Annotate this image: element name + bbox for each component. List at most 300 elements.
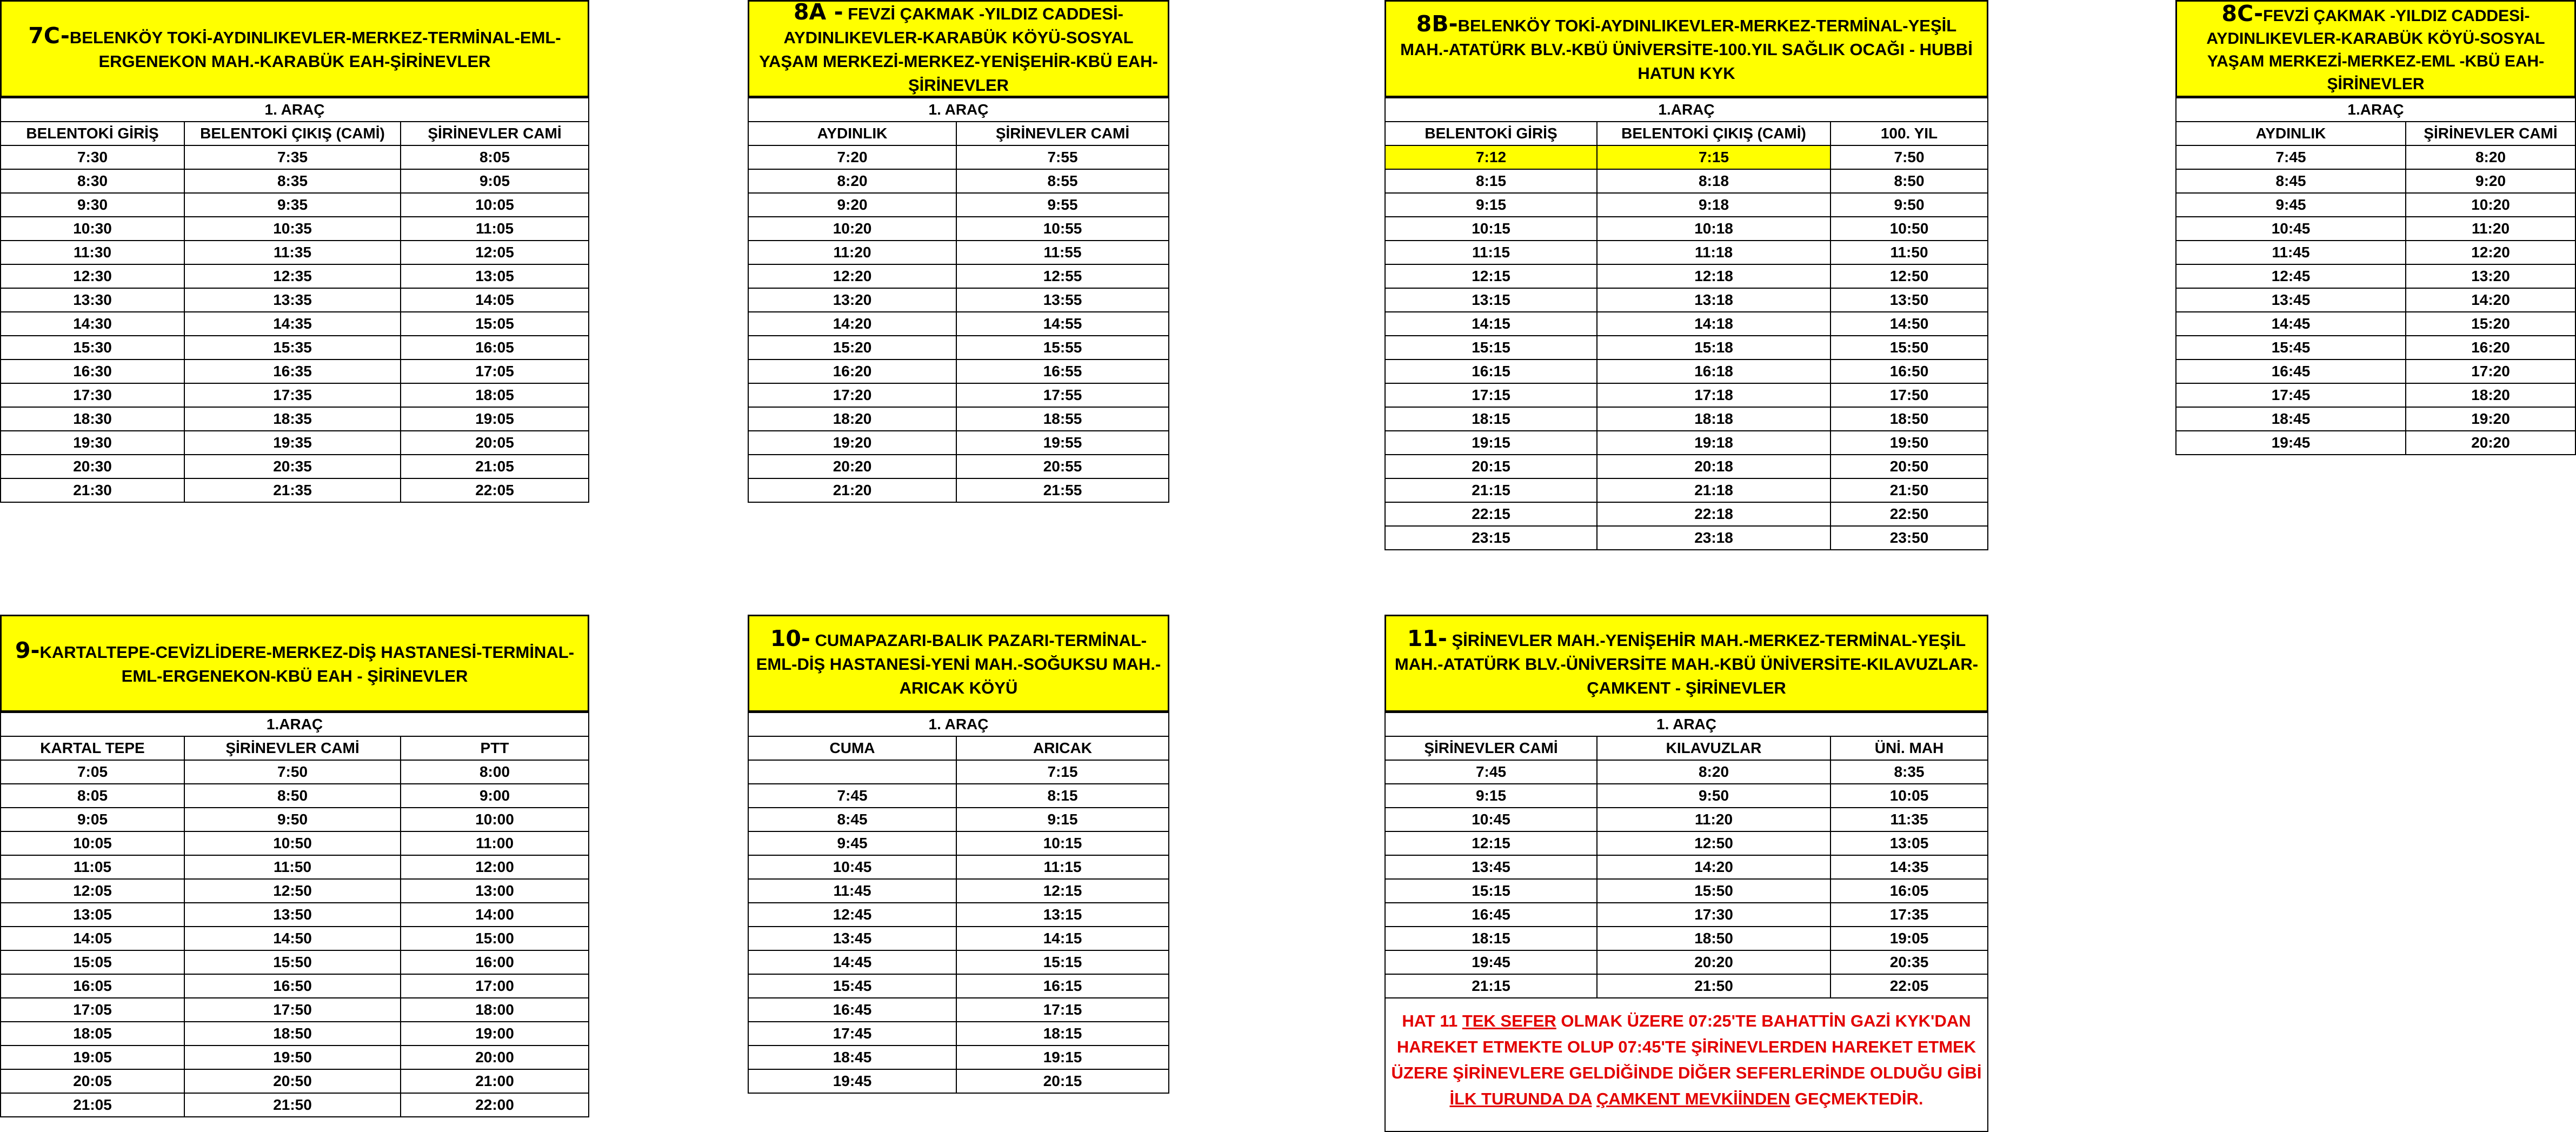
time-cell: 15:15 bbox=[1385, 879, 1597, 903]
time-cell: 19:20 bbox=[2406, 407, 2575, 431]
time-cell: 10:45 bbox=[748, 855, 956, 879]
table-row bbox=[2176, 193, 2575, 217]
vehicle-label: 1. ARAÇ bbox=[1385, 713, 1988, 736]
vehicle-label: 1. ARAÇ bbox=[748, 713, 1169, 736]
time-cell: 12:30 bbox=[1, 264, 184, 288]
time-cell: 18:15 bbox=[1385, 927, 1597, 950]
route-title bbox=[1384, 615, 1988, 712]
time-cell: 9:50 bbox=[1831, 193, 1988, 217]
time-cell: 13:45 bbox=[748, 927, 956, 950]
table-row bbox=[1385, 217, 1988, 241]
table-row bbox=[748, 1046, 1169, 1069]
time-cell: 16:50 bbox=[1831, 359, 1988, 383]
table-row bbox=[2176, 407, 2575, 431]
table-row bbox=[1, 950, 589, 974]
time-cell: 8:45 bbox=[748, 808, 956, 831]
time-cell: 16:00 bbox=[401, 950, 589, 974]
column-header: BELENTOKİ GİRİŞ bbox=[1385, 122, 1597, 145]
column-header: AYDINLIK bbox=[2176, 122, 2406, 145]
time-cell: 15:45 bbox=[2176, 336, 2406, 359]
table-row bbox=[1, 359, 589, 383]
table-row bbox=[1385, 169, 1988, 193]
time-cell: 17:35 bbox=[1831, 903, 1988, 927]
time-cell: 13:15 bbox=[956, 903, 1169, 927]
time-cell: 18:50 bbox=[184, 1022, 401, 1046]
time-cell: 18:05 bbox=[1, 1022, 184, 1046]
time-cell: 8:50 bbox=[184, 784, 401, 808]
time-cell: 16:55 bbox=[956, 359, 1169, 383]
header-row bbox=[1, 122, 589, 145]
column-header: 100. YIL bbox=[1831, 122, 1988, 145]
table-row bbox=[1, 831, 589, 855]
time-cell: 10:20 bbox=[748, 217, 956, 241]
time-cell: 20:20 bbox=[1597, 950, 1831, 974]
time-cell: 10:15 bbox=[1385, 217, 1597, 241]
time-cell: 7:45 bbox=[748, 784, 956, 808]
note-underlined: ÇAMKENT MEVKİİNDEN bbox=[1596, 1089, 1790, 1108]
route-title bbox=[0, 0, 589, 97]
time-cell: 19:45 bbox=[2176, 431, 2406, 455]
route-stops: KARTALTEPE-CEVİZLİDERE-MERKEZ-DİŞ HASTANESİ-TERMİNAL-EML-ERGENEKON-KBÜ EAH - ŞİRİNEVLER bbox=[39, 643, 575, 685]
time-cell: 17:20 bbox=[748, 383, 956, 407]
time-cell: 14:18 bbox=[1597, 312, 1831, 336]
table-row bbox=[748, 998, 1169, 1022]
time-cell: 21:20 bbox=[748, 478, 956, 502]
route-title bbox=[748, 615, 1169, 712]
table-row bbox=[1385, 478, 1988, 502]
table-row bbox=[1, 407, 589, 431]
schedule-8b bbox=[1384, 0, 1988, 550]
time-cell: 14:50 bbox=[184, 927, 401, 950]
time-cell: 11:35 bbox=[1831, 808, 1988, 831]
time-cell: 7:15 bbox=[956, 760, 1169, 784]
route-stops: FEVZİ ÇAKMAK -YILDIZ CADDESİ-AYDINLIKEVLER-KARABÜK KÖYÜ-SOSYAL YAŞAM MERKEZİ-MERKEZ-EML -KBÜ EAH-ŞİRİNEVLER bbox=[2206, 6, 2545, 93]
time-cell: 16:45 bbox=[748, 998, 956, 1022]
table-row bbox=[748, 241, 1169, 264]
time-cell: 7:45 bbox=[2176, 145, 2406, 169]
time-cell: 8:30 bbox=[1, 169, 184, 193]
time-cell: 18:50 bbox=[1831, 407, 1988, 431]
time-cell: 20:35 bbox=[184, 455, 401, 478]
time-cell: 22:15 bbox=[1385, 502, 1597, 526]
table-row bbox=[748, 831, 1169, 855]
time-cell: 20:15 bbox=[956, 1069, 1169, 1093]
time-cell: 13:30 bbox=[1, 288, 184, 312]
table-row bbox=[748, 145, 1169, 169]
time-cell: 19:20 bbox=[748, 431, 956, 455]
time-cell: 22:50 bbox=[1831, 502, 1988, 526]
table-row bbox=[748, 359, 1169, 383]
time-cell: 13:18 bbox=[1597, 288, 1831, 312]
time-cell: 14:35 bbox=[1831, 855, 1988, 879]
table-row bbox=[1, 784, 589, 808]
table-row bbox=[1385, 336, 1988, 359]
column-header: ŞİRİNEVLER CAMİ bbox=[956, 122, 1169, 145]
time-cell: 21:35 bbox=[184, 478, 401, 502]
time-cell: 17:30 bbox=[1, 383, 184, 407]
time-cell: 9:15 bbox=[1385, 193, 1597, 217]
time-cell: 11:55 bbox=[956, 241, 1169, 264]
time-cell: 7:35 bbox=[184, 145, 401, 169]
schedule-8c bbox=[2175, 0, 2576, 455]
time-cell: 11:20 bbox=[2406, 217, 2575, 241]
time-cell: 10:15 bbox=[956, 831, 1169, 855]
time-cell: 16:35 bbox=[184, 359, 401, 383]
time-cell: 9:18 bbox=[1597, 193, 1831, 217]
time-cell: 15:35 bbox=[184, 336, 401, 359]
column-header: ARICAK bbox=[956, 736, 1169, 760]
time-cell: 12:20 bbox=[2406, 241, 2575, 264]
time-cell: 15:18 bbox=[1597, 336, 1831, 359]
time-cell: 19:30 bbox=[1, 431, 184, 455]
time-cell: 18:05 bbox=[401, 383, 589, 407]
time-cell: 15:50 bbox=[184, 950, 401, 974]
route-stops: CUMAPAZARI-BALIK PAZARI-TERMİNAL-EML-DİŞ HASTANESİ-YENİ MAH.-SOĞUKSU MAH.-ARICAK KÖYÜ bbox=[756, 631, 1161, 697]
table-row bbox=[748, 1022, 1169, 1046]
time-cell: 11:45 bbox=[2176, 241, 2406, 264]
table-row bbox=[2176, 383, 2575, 407]
time-cell: 12:50 bbox=[1597, 831, 1831, 855]
table-row bbox=[748, 950, 1169, 974]
time-cell: 16:15 bbox=[1385, 359, 1597, 383]
time-cell: 14:20 bbox=[1597, 855, 1831, 879]
time-cell: 8:35 bbox=[1831, 760, 1988, 784]
time-cell: 13:15 bbox=[1385, 288, 1597, 312]
table-row bbox=[748, 288, 1169, 312]
vehicle-label: 1. ARAÇ bbox=[1, 98, 589, 122]
time-cell: 16:18 bbox=[1597, 359, 1831, 383]
table-row bbox=[1385, 808, 1988, 831]
time-cell: 9:15 bbox=[1385, 784, 1597, 808]
time-cell: 20:00 bbox=[401, 1046, 589, 1069]
time-cell: 14:35 bbox=[184, 312, 401, 336]
time-cell: 14:50 bbox=[1831, 312, 1988, 336]
time-cell: 19:05 bbox=[401, 407, 589, 431]
column-header: ŞİRİNEVLER CAMİ bbox=[1385, 736, 1597, 760]
time-cell: 14:45 bbox=[2176, 312, 2406, 336]
time-cell: 9:20 bbox=[2406, 169, 2575, 193]
time-cell: 16:05 bbox=[1, 974, 184, 998]
time-cell: 12:00 bbox=[401, 855, 589, 879]
column-header: AYDINLIK bbox=[748, 122, 956, 145]
route-code: 10- bbox=[770, 625, 810, 651]
time-cell: 11:15 bbox=[956, 855, 1169, 879]
time-cell: 11:20 bbox=[1597, 808, 1831, 831]
table-row bbox=[748, 217, 1169, 241]
column-header: ÜNİ. MAH bbox=[1831, 736, 1988, 760]
time-cell: 21:05 bbox=[1, 1093, 184, 1117]
route-code: 9- bbox=[15, 637, 40, 663]
table-row bbox=[748, 974, 1169, 998]
table-row bbox=[1385, 879, 1988, 903]
time-cell: 10:45 bbox=[2176, 217, 2406, 241]
time-cell: 12:20 bbox=[748, 264, 956, 288]
route-code: 8B- bbox=[1416, 11, 1458, 37]
time-cell: 13:05 bbox=[1831, 831, 1988, 855]
time-cell: 8:00 bbox=[401, 760, 589, 784]
time-cell: 9:15 bbox=[956, 808, 1169, 831]
time-cell: 12:45 bbox=[2176, 264, 2406, 288]
table-row bbox=[2176, 217, 2575, 241]
schedule-8a bbox=[748, 0, 1169, 503]
header-row bbox=[748, 122, 1169, 145]
time-cell: 8:15 bbox=[1385, 169, 1597, 193]
vehicle-row bbox=[1385, 98, 1988, 122]
time-cell: 15:50 bbox=[1597, 879, 1831, 903]
table-row bbox=[1, 855, 589, 879]
time-cell: 19:05 bbox=[1, 1046, 184, 1069]
time-cell: 11:18 bbox=[1597, 241, 1831, 264]
schedule-7c bbox=[0, 0, 589, 503]
time-cell: 12:18 bbox=[1597, 264, 1831, 288]
schedule-9 bbox=[0, 615, 589, 1117]
vehicle-row bbox=[748, 98, 1169, 122]
table-row bbox=[2176, 169, 2575, 193]
time-cell: 14:45 bbox=[748, 950, 956, 974]
table-row bbox=[1385, 950, 1988, 974]
table-row bbox=[1, 808, 589, 831]
time-cell: 9:45 bbox=[748, 831, 956, 855]
time-cell: 19:45 bbox=[748, 1069, 956, 1093]
column-header: KARTAL TEPE bbox=[1, 736, 184, 760]
time-cell: 12:35 bbox=[184, 264, 401, 288]
time-cell: 14:00 bbox=[401, 903, 589, 927]
time-cell: 19:50 bbox=[1831, 431, 1988, 455]
time-cell: 15:50 bbox=[1831, 336, 1988, 359]
time-cell: 19:15 bbox=[1385, 431, 1597, 455]
time-cell: 8:20 bbox=[748, 169, 956, 193]
time-cell: 11:35 bbox=[184, 241, 401, 264]
time-cell: 11:05 bbox=[1, 855, 184, 879]
time-cell: 19:55 bbox=[956, 431, 1169, 455]
vehicle-label: 1. ARAÇ bbox=[748, 98, 1169, 122]
time-cell: 13:45 bbox=[2176, 288, 2406, 312]
time-cell: 21:55 bbox=[956, 478, 1169, 502]
route-title bbox=[0, 615, 589, 712]
time-cell: 10:00 bbox=[401, 808, 589, 831]
route-stops: ŞİRİNEVLER MAH.-YENİŞEHİR MAH.-MERKEZ-TERMİNAL-YEŞİL MAH.-ATATÜRK BLV.-ÜNİVERSİTE MAH.-KBÜ ÜNİVERSİTE-KILAVUZLAR-ÇAMKENT - ŞİRİNEVLER bbox=[1394, 631, 1979, 697]
time-cell: 21:18 bbox=[1597, 478, 1831, 502]
time-cell: 19:15 bbox=[956, 1046, 1169, 1069]
schedule-10 bbox=[748, 615, 1169, 1094]
column-header: BELENTOKİ ÇIKIŞ (CAMİ) bbox=[1597, 122, 1831, 145]
time-cell: 10:05 bbox=[1, 831, 184, 855]
table-row bbox=[1, 241, 589, 264]
route-code: 7C- bbox=[28, 23, 70, 49]
time-cell: 12:45 bbox=[748, 903, 956, 927]
time-cell: 12:15 bbox=[1385, 831, 1597, 855]
time-cell: 20:05 bbox=[1, 1069, 184, 1093]
time-cell: 7:50 bbox=[1831, 145, 1988, 169]
table-row bbox=[748, 455, 1169, 478]
table-row bbox=[1, 1046, 589, 1069]
time-cell: 13:35 bbox=[184, 288, 401, 312]
schedule-table bbox=[748, 97, 1169, 503]
time-cell: 12:15 bbox=[1385, 264, 1597, 288]
time-cell: 18:15 bbox=[1385, 407, 1597, 431]
time-cell: 18:45 bbox=[748, 1046, 956, 1069]
time-cell: 22:05 bbox=[1831, 974, 1988, 998]
time-cell: 17:45 bbox=[748, 1022, 956, 1046]
table-row bbox=[2176, 145, 2575, 169]
schedule-11 bbox=[1384, 615, 1988, 1132]
table-row bbox=[1, 974, 589, 998]
note-underlined: TEK SEFER bbox=[1462, 1011, 1556, 1030]
route-title bbox=[2175, 0, 2576, 97]
time-cell: 18:00 bbox=[401, 998, 589, 1022]
table-row bbox=[748, 879, 1169, 903]
time-cell: 14:55 bbox=[956, 312, 1169, 336]
table-row bbox=[1, 903, 589, 927]
schedule-table bbox=[1384, 97, 1988, 550]
table-row bbox=[1385, 312, 1988, 336]
route-title bbox=[1384, 0, 1988, 97]
vehicle-label: 1.ARAÇ bbox=[1385, 98, 1988, 122]
time-cell: 18:35 bbox=[184, 407, 401, 431]
time-cell: 13:55 bbox=[956, 288, 1169, 312]
table-row bbox=[1, 193, 589, 217]
time-cell: 17:05 bbox=[401, 359, 589, 383]
route-stops: BELENKÖY TOKİ-AYDINLIKEVLER-MERKEZ-TERMİNAL-YEŞİL MAH.-ATATÜRK BLV.-KBÜ ÜNİVERSİTE-100.YIL SAĞLIK OCAĞI - HUBBİ HATUN KYK bbox=[1400, 16, 1973, 83]
table-row bbox=[1, 1069, 589, 1093]
schedule-table bbox=[2175, 97, 2576, 455]
time-cell: 10:50 bbox=[1831, 217, 1988, 241]
table-row bbox=[1385, 431, 1988, 455]
time-cell: 14:15 bbox=[1385, 312, 1597, 336]
time-cell: 18:18 bbox=[1597, 407, 1831, 431]
time-cell: 18:15 bbox=[956, 1022, 1169, 1046]
table-row bbox=[748, 927, 1169, 950]
column-header: BELENTOKİ GİRİŞ bbox=[1, 122, 184, 145]
column-header: ŞİRİNEVLER CAMİ bbox=[2406, 122, 2575, 145]
table-row bbox=[1, 264, 589, 288]
time-cell: 15:00 bbox=[401, 927, 589, 950]
table-row bbox=[1385, 359, 1988, 383]
time-cell: 7:30 bbox=[1, 145, 184, 169]
vehicle-row bbox=[1, 98, 589, 122]
table-row bbox=[1385, 526, 1988, 550]
table-row bbox=[1385, 288, 1988, 312]
route-note bbox=[1384, 998, 1988, 1132]
table-row bbox=[748, 760, 1169, 784]
header-row bbox=[2176, 122, 2575, 145]
time-cell bbox=[748, 760, 956, 784]
time-cell: 16:45 bbox=[1385, 903, 1597, 927]
time-cell: 11:05 bbox=[401, 217, 589, 241]
time-cell: 9:50 bbox=[1597, 784, 1831, 808]
time-cell: 7:20 bbox=[748, 145, 956, 169]
note-text: GEÇMEKTEDİR. bbox=[1790, 1089, 1923, 1108]
time-cell: 9:35 bbox=[184, 193, 401, 217]
column-header: PTT bbox=[401, 736, 589, 760]
time-cell: 16:50 bbox=[184, 974, 401, 998]
time-cell: 14:20 bbox=[748, 312, 956, 336]
vehicle-label: 1.ARAÇ bbox=[1, 713, 589, 736]
time-cell: 16:15 bbox=[956, 974, 1169, 998]
table-row bbox=[1385, 855, 1988, 879]
table-row bbox=[1, 383, 589, 407]
table-row bbox=[1, 455, 589, 478]
table-row bbox=[1, 478, 589, 502]
column-header: BELENTOKİ ÇIKIŞ (CAMİ) bbox=[184, 122, 401, 145]
time-cell: 13:45 bbox=[1385, 855, 1597, 879]
time-cell: 10:50 bbox=[184, 831, 401, 855]
table-row bbox=[1, 1022, 589, 1046]
time-cell: 16:45 bbox=[2176, 359, 2406, 383]
time-cell: 13:00 bbox=[401, 879, 589, 903]
vehicle-row bbox=[2176, 98, 2575, 122]
time-cell: 20:18 bbox=[1597, 455, 1831, 478]
time-cell: 16:05 bbox=[401, 336, 589, 359]
time-cell: 11:45 bbox=[748, 879, 956, 903]
time-cell: 17:45 bbox=[2176, 383, 2406, 407]
time-cell: 17:30 bbox=[1597, 903, 1831, 927]
table-row bbox=[1385, 193, 1988, 217]
time-cell: 8:20 bbox=[1597, 760, 1831, 784]
time-cell: 19:35 bbox=[184, 431, 401, 455]
time-cell: 20:50 bbox=[184, 1069, 401, 1093]
table-row bbox=[1, 927, 589, 950]
time-cell: 8:45 bbox=[2176, 169, 2406, 193]
time-cell: 20:20 bbox=[748, 455, 956, 478]
time-cell: 20:05 bbox=[401, 431, 589, 455]
table-row bbox=[2176, 312, 2575, 336]
table-row bbox=[1385, 760, 1988, 784]
table-row bbox=[1385, 407, 1988, 431]
time-cell: 20:30 bbox=[1, 455, 184, 478]
table-row bbox=[1, 760, 589, 784]
column-header: ŞİRİNEVLER CAMİ bbox=[401, 122, 589, 145]
time-cell: 12:50 bbox=[1831, 264, 1988, 288]
table-row bbox=[748, 1069, 1169, 1093]
time-cell: 21:30 bbox=[1, 478, 184, 502]
time-cell: 8:35 bbox=[184, 169, 401, 193]
time-cell: 16:20 bbox=[748, 359, 956, 383]
time-cell: 7:50 bbox=[184, 760, 401, 784]
time-cell: 21:15 bbox=[1385, 478, 1597, 502]
table-row bbox=[1, 998, 589, 1022]
time-cell: 16:05 bbox=[1831, 879, 1988, 903]
time-cell: 21:50 bbox=[1597, 974, 1831, 998]
time-cell: 10:20 bbox=[2406, 193, 2575, 217]
time-cell: 16:30 bbox=[1, 359, 184, 383]
table-row bbox=[1385, 903, 1988, 927]
table-row bbox=[1, 879, 589, 903]
table-row bbox=[748, 336, 1169, 359]
table-row bbox=[1385, 502, 1988, 526]
table-row bbox=[748, 169, 1169, 193]
time-cell: 17:00 bbox=[401, 974, 589, 998]
time-cell: 8:15 bbox=[956, 784, 1169, 808]
table-row bbox=[2176, 431, 2575, 455]
time-cell: 7:15 bbox=[1597, 145, 1831, 169]
column-header: CUMA bbox=[748, 736, 956, 760]
time-cell: 17:20 bbox=[2406, 359, 2575, 383]
time-cell: 8:05 bbox=[1, 784, 184, 808]
vehicle-row bbox=[748, 713, 1169, 736]
time-cell: 10:05 bbox=[401, 193, 589, 217]
time-cell: 14:15 bbox=[956, 927, 1169, 950]
table-row bbox=[1385, 831, 1988, 855]
table-row bbox=[1385, 784, 1988, 808]
time-cell: 21:00 bbox=[401, 1069, 589, 1093]
time-cell: 19:00 bbox=[401, 1022, 589, 1046]
time-cell: 23:15 bbox=[1385, 526, 1597, 550]
time-cell: 22:18 bbox=[1597, 502, 1831, 526]
time-cell: 17:55 bbox=[956, 383, 1169, 407]
table-row bbox=[1, 145, 589, 169]
time-cell: 11:30 bbox=[1, 241, 184, 264]
